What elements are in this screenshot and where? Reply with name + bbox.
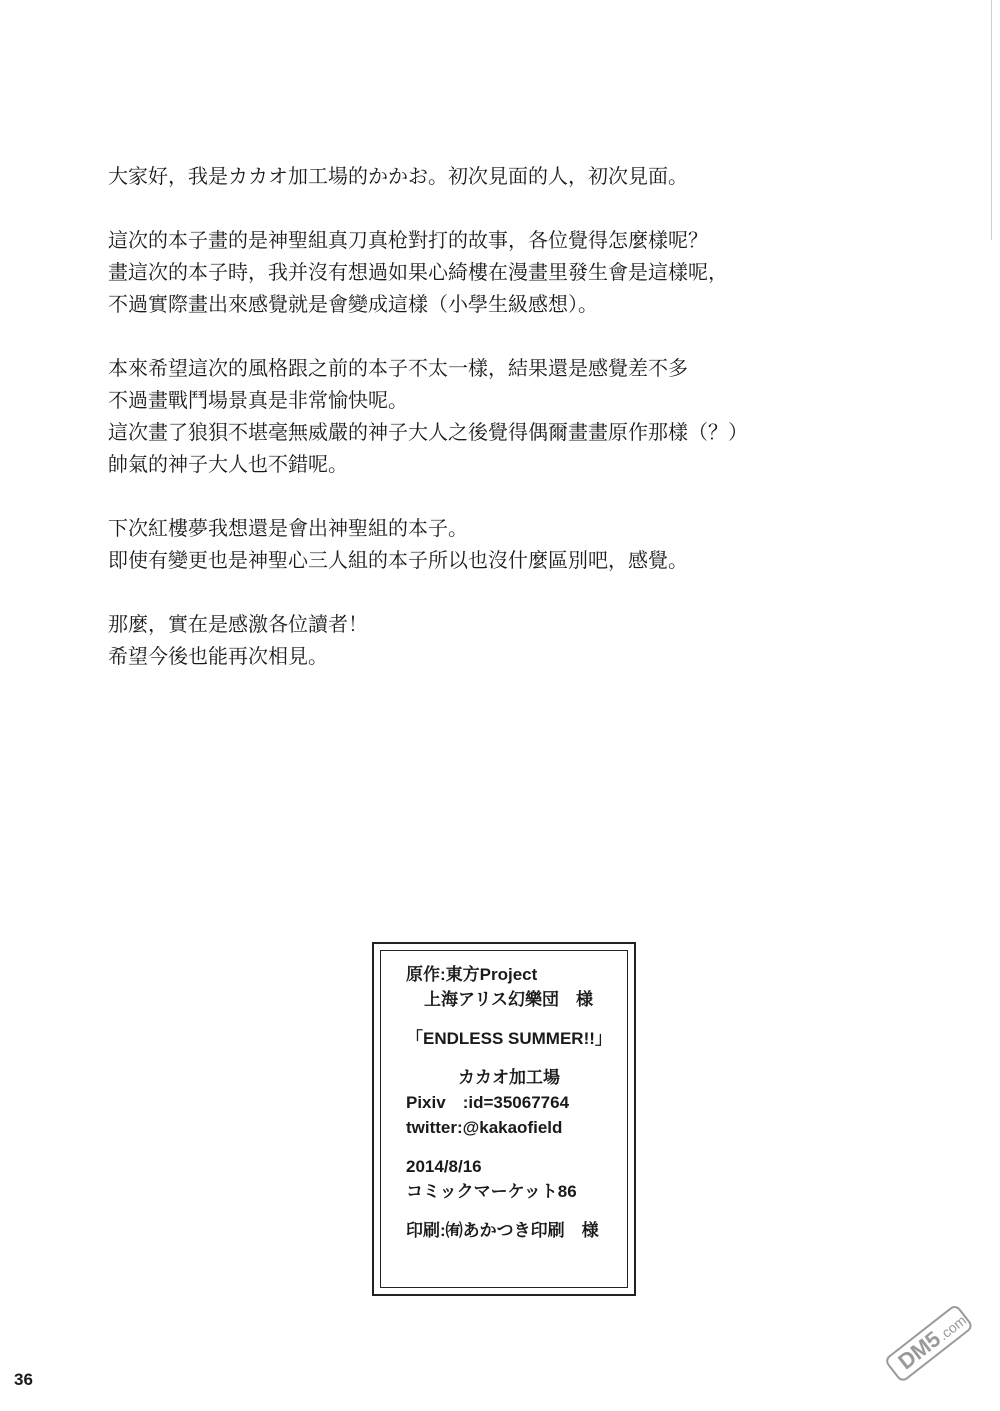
afterword-line: 帥氣的神子大人也不錯呢。	[108, 452, 348, 476]
afterword-paragraph	[108, 512, 928, 576]
afterword-line: 下次紅樓夢我想還是會出神聖組的本子。	[108, 516, 468, 540]
afterword-line: 這次畫了狼狽不堪毫無威嚴的神子大人之後覺得偶爾畫畫原作那樣（？）	[108, 420, 748, 444]
page-number: 36	[14, 1370, 33, 1389]
afterword-paragraph	[108, 608, 928, 672]
colophon-date: 2014/8/16	[406, 1157, 482, 1176]
colophon-box	[372, 942, 636, 1296]
colophon-text	[406, 962, 612, 1243]
afterword-line: 不過畫戰鬥場景真是非常愉快呢。	[108, 388, 408, 412]
watermark-site-suffix: .com	[935, 1311, 970, 1344]
afterword-line: 這次的本子畫的是神聖組真刀真枪對打的故事，各位覺得怎麼樣呢？	[108, 228, 708, 252]
page-edge-line	[991, 0, 992, 240]
afterword-line: 大家好，我是カカオ加工場的かかお。初次見面的人，初次見面。	[108, 164, 688, 188]
colophon-event: コミックマーケット86	[406, 1182, 577, 1201]
afterword-line: 希望今後也能再次相見。	[108, 644, 328, 668]
colophon-original-team: 上海アリス幻樂団 様	[424, 990, 593, 1009]
afterword-line: 那麼，實在是感激各位讀者！	[108, 612, 368, 636]
colophon-pixiv: Pixiv :id=35067764	[406, 1093, 570, 1112]
afterword-paragraph	[108, 224, 928, 320]
colophon-printer: 印刷:㈲あかつき印刷 様	[406, 1221, 599, 1240]
afterword-paragraph	[108, 160, 928, 192]
watermark-logo-text: DM5	[893, 1326, 946, 1375]
colophon-title: 「ENDLESS SUMMER!!」	[406, 1029, 612, 1048]
afterword-paragraph	[108, 352, 928, 480]
dm5-watermark-logo	[872, 1286, 982, 1396]
colophon-original: 原作:東方Project	[406, 965, 538, 984]
afterword-text	[108, 160, 928, 704]
afterword-line: 畫這次的本子時，我并沒有想過如果心綺樓在漫畫里發生會是這樣呢，	[108, 260, 728, 284]
afterword-line: 即使有變更也是神聖心三人組的本子所以也沒什麼區別吧，感覺。	[108, 548, 688, 572]
afterword-line: 不過實際畫出來感覺就是會變成這樣（小學生級感想）。	[108, 292, 598, 316]
colophon-twitter: twitter:@kakaofield	[406, 1118, 563, 1137]
colophon-circle: カカオ加工場	[458, 1068, 560, 1087]
afterword-line: 本來希望這次的風格跟之前的本子不太一樣，結果還是感覺差不多	[108, 356, 688, 380]
